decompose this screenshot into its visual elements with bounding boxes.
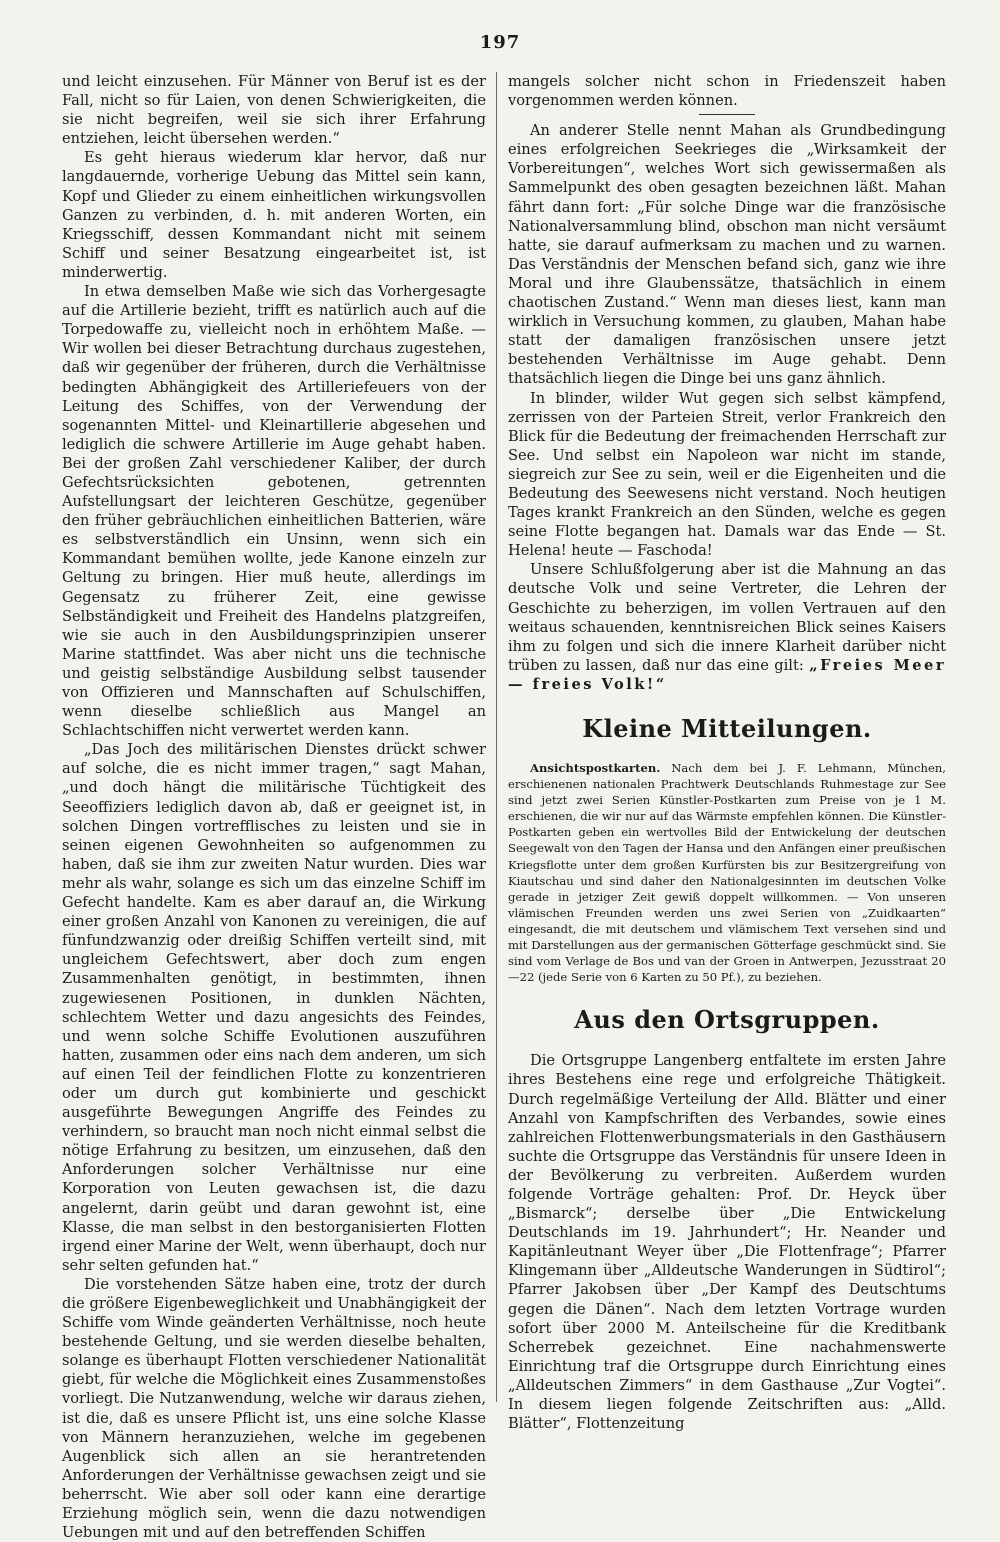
- paragraph: Die Ortsgruppe Langenberg entfaltete im ersten Jahre ihres Bestehens eine rege und erfolgreiche Thätigkeit. Durch regelmäßige Verteilung der Alld. Blätter und einer Anzahl von Kampfschriften des Verbandes, sowie eines zahlreichen Flottenwerbungsmaterials in den Gasthäusern suchte die Ortsgruppe das Verständnis für unsere Ideen in der Bevölkerung zu verbreiten. Außerdem wurden folgende Vorträge gehalten: Prof. Dr. Heyck über „Bismarck“; derselbe über „Die Entwickelung Deutschlands im 19. Jahrhundert“; Hr. Neander und Kapitänleutnant Weyer über „Die Flottenfrage“; Pfarrer Klingemann über „Alldeutsche Wanderungen in Südtirol“; Pfarrer Jakobsen über „Der Kampf des Deutschtums gegen die Dänen“. Nach dem letzten Vortrage wurden sofort über 2000 M. Anteilscheine für die Kreditbank Scherrebek gezeichnet. Eine nachahmenswerte Einrichtung traf die Ortsgruppe durch Einrichtung eines „Alldeutschen Zimmers“ in dem Gasthause „Zur Vogtei“. In diesem liegen folgende Zeitschriften aus: „Alld. Blätter“, Flottenzeitung: [508, 1052, 946, 1433]
- left-column: [62, 72, 486, 1542]
- paragraph-text: Unsere Schlußfolgerung aber ist die Mahnung an das deutsche Volk und seine Vertreter, die Lehren der Geschichte zu beherzigen, im vollen Vertrauen auf den weitaus schauenden, kenntnisreichen Blick seines Kaisers ihm zu folgen und sich die innere Klarheit darüber nicht trüben zu lassen, daß nur das eine gilt:: [508, 561, 946, 674]
- right-column: [508, 72, 946, 1433]
- notice-text: Nach dem bei J. F. Lehmann, München, erschienenen nationalen Prachtwerk Deutschlands Ruhmestage zur See sind jetzt zwei Serien Künstler-Postkarten zum Preise von je 1 M. erschienen, die wir nur auf das Wärmste empfehlen können. Die Künstler-Postkarten geben ein wertvolles Bild der Entwickelung der deutschen Seegewalt von den Tagen der Hansa und den Anfängen einer preußischen Kriegsflotte unter dem großen Kurfürsten bis zur Besitzergreifung von Kiautschau und sind daher den Nationalgesinnten im deutschen Volke gerade in jetziger Zeit gewiß doppelt willkommen. — Von unseren vlämischen Freunden werden uns zwei Serien von „Zuidkaarten“ eingesandt, die mit deutschem und vlämischem Text versehen sind und mit Darstellungen aus der germanischen Götterfage geschmückt sind. Sie sind vom Verlage de Bos und van der Groen in Antwerpen, Jezusstraat 20—22 (jede Serie von 6 Karten zu 50 Pf.), zu beziehen.: [508, 761, 946, 985]
- paragraph: „Das Joch des militärischen Dienstes drückt schwer auf solche, die es nicht immer tragen,“ sagt Mahan, „und doch hängt die militärische Tüchtigkeit des Seeoffiziers lediglich davon ab, daß er geeignet ist, in solchen Dingen vortrefflisches zu leisten und sie in seinen eigenen Gewohnheiten so aufgenommen zu haben, daß sie ihm zur zweiten Natur wurden. Dies war mehr als wahr, solange es sich um das einzelne Schiff im Gefecht handelte. Kam es aber darauf an, die Wirkung einer großen Anzahl von Kanonen zu vereinigen, die auf fünfundzwanzig oder dreißig Schiffen verteilt sind, mit ungleichem Gefechtswert, aber doch zum engen Zusammenhalten genötigt, in bestimmten, ihnen zugewiesenen Positionen, in dunklen Nächten, schlechtem Wetter und dazu angesichts des Feindes, und wenn solche Schiffe Evolutionen auszuführen hatten, zusammen oder eins nach dem anderen, um sich auf einen Teil der feindlichen Flotte zu konzentrieren oder um durch gut kombinierte und geschickt ausgeführte Bewegungen Angriffe des Feindes zu verhindern, so braucht man noch nicht einmal selbst die nötige Erfahrung zu besitzen, um einzusehen, daß den Anforderungen solcher Verhältnisse nur eine Korporation von Leuten gewachsen ist, die dazu angelernt, darin geübt und daran gewohnt ist, eine Klasse, die man selbst in den bestorganisierten Flotten irgend einer Marine der Welt, wenn überhaupt, doch nur sehr selten gefunden hat.“: [62, 741, 486, 1274]
- paragraph: und leicht einzusehen. Für Männer von Beruf ist es der Fall, nicht so für Laien, von denen Schwierigkeiten, die sie nicht begreifen, weil sie sich ihrer Erfahrung entziehen, leicht übersehen werden.“: [62, 73, 486, 148]
- column-divider: [496, 72, 497, 1402]
- section-heading-ortsgruppen: Aus den Ortsgruppen.: [574, 1005, 880, 1035]
- paragraph: mangels solcher nicht schon in Friedenszeit haben vorgenommen werden können.: [508, 73, 946, 110]
- paragraph: In etwa demselben Maße wie sich das Vorhergesagte auf die Artillerie bezieht, trifft es natürlich auch auf die Torpedowaffe zu, vielleicht noch in erhöhtem Maße. — Wir wollen bei dieser Betrachtung durchaus zugestehen, daß wir gegenüber der früheren, durch die Verhältnisse bedingten Abhängigkeit des Artilleriefeuers von der Leitung des Schiffes, von der Verwendung der sogenannten Mittel- und Kleinartillerie abgesehen und lediglich die schwere Artillerie im Auge gehabt haben. Bei der großen Zahl verschiedener Kaliber, der durch Gefechtsrücksichten gebotenen, getrennten Aufstellungsart der leichteren Geschütze, gegenüber den früher gebräuchlichen einheitlichen Batterien, wäre es selbstverständlich ein Unsinn, wenn sich ein Kommandant bemühen wollte, jede Kanone einzeln zur Geltung zu bringen. Hier muß heute, allerdings im Gegensatz zu früherer Zeit, eine gewisse Selbständigkeit und Freiheit des Handelns platzgreifen, wie sie auch in den Ausbildungsprinzipien unserer Marine stattfindet. Was aber nicht uns die technische und geistig selbständige Ausbildung selbst tausender von Offizieren und Mannschaften auf Schulschiffen, wenn dieselbe schließlich aus Mangel an Schlachtschiffen nicht verwertet werden kann.: [62, 283, 486, 740]
- paragraph: Die vorstehenden Sätze haben eine, trotz der durch die größere Eigenbeweglichkeit und Unabhängigkeit der Schiffe vom Winde geänderten Verhältnisse, noch heute bestehende Geltung, und sie werden dieselbe behalten, solange es überhaupt Flotten verschiedener Nationalität giebt, für welche die Möglichkeit eines Zusammenstoßes vorliegt. Die Nutzanwendung, welche wir daraus ziehen, ist die, daß es unsere Pflicht ist, uns eine solche Klasse von Männern heranzuziehen, welche im gegebenen Augenblick sich allen an sie herantretenden Anforderungen der Verhältnisse gewachsen zeigt und sie beherrscht. Wie aber soll oder kann eine derartige Erziehung möglich sein, wenn die dazu notwendigen Uebungen mit und auf den betreffenden Schiffen: [62, 1275, 486, 1542]
- notice-lead: Ansichtspostkarten.: [530, 761, 661, 775]
- motto: „Freies Meer — freies Volk!“: [508, 656, 947, 693]
- paragraph: In blinder, wilder Wut gegen sich selbst kämpfend, zerrissen von der Parteien Streit, verlor Frankreich den Blick für die Bedeutung der freimachenden Herrschaft zur See. Und selbst ein Napoleon war nicht im stande, siegreich zur See zu sein, weil er die Eigenheiten und die Bedeutung des Seewesens nicht verstand. Noch heutigen Tages krankt Frankreich an den Sünden, welche es gegen seine Flotte begangen hat. Damals war das Ende — St. Helena! heute — Faschoda!: [508, 389, 946, 560]
- notice-paragraph: [508, 760, 946, 985]
- separator-rule: [699, 114, 755, 115]
- section-heading-kleine-mitteilungen: Kleine Mitteilungen.: [582, 714, 872, 743]
- paragraph: An anderer Stelle nennt Mahan als Grundbedingung eines erfolgreichen Seekrieges die „Wirksamkeit der Vorbereitungen“, welches Wort sich gewissermaßen als Sammelpunkt des oben gesagten bezeichnen läßt. Mahan fährt dann fort: „Für solche Dinge war die französische Nationalversammlung blind, obschon man nicht versäumt hatte, sie darauf aufmerksam zu machen und zu warnen. Das Verständnis der Menschen befand sich, ganz wie ihre Moral und ihre Glaubenssätze, thatsächlich in einem chaotischen Zustand.“ Wenn man dieses liest, kann man wirklich in Versuchung kommen, zu glauben, Mahan habe statt der damaligen französischen unsere jetzt bestehenden Verhältnisse im Auge gehabt. Denn thatsächlich liegen die Dinge bei uns ganz ähnlich.: [508, 122, 946, 388]
- page-number: 197: [479, 32, 521, 53]
- paragraph: Es geht hieraus wiederum klar hervor, daß nur langdauernde, vorherige Uebung das Mittel sein kann, Kopf und Glieder zu einem einheitlichen wirkungsvollen Ganzen zu verbinden, d. h. mit anderen Worten, ein Kriegsschiff, dessen Kommandant nicht mit seinem Schiff und seiner Besatzung eingearbeitet ist, ist minderwertig.: [62, 149, 486, 281]
- paragraph: [508, 560, 946, 694]
